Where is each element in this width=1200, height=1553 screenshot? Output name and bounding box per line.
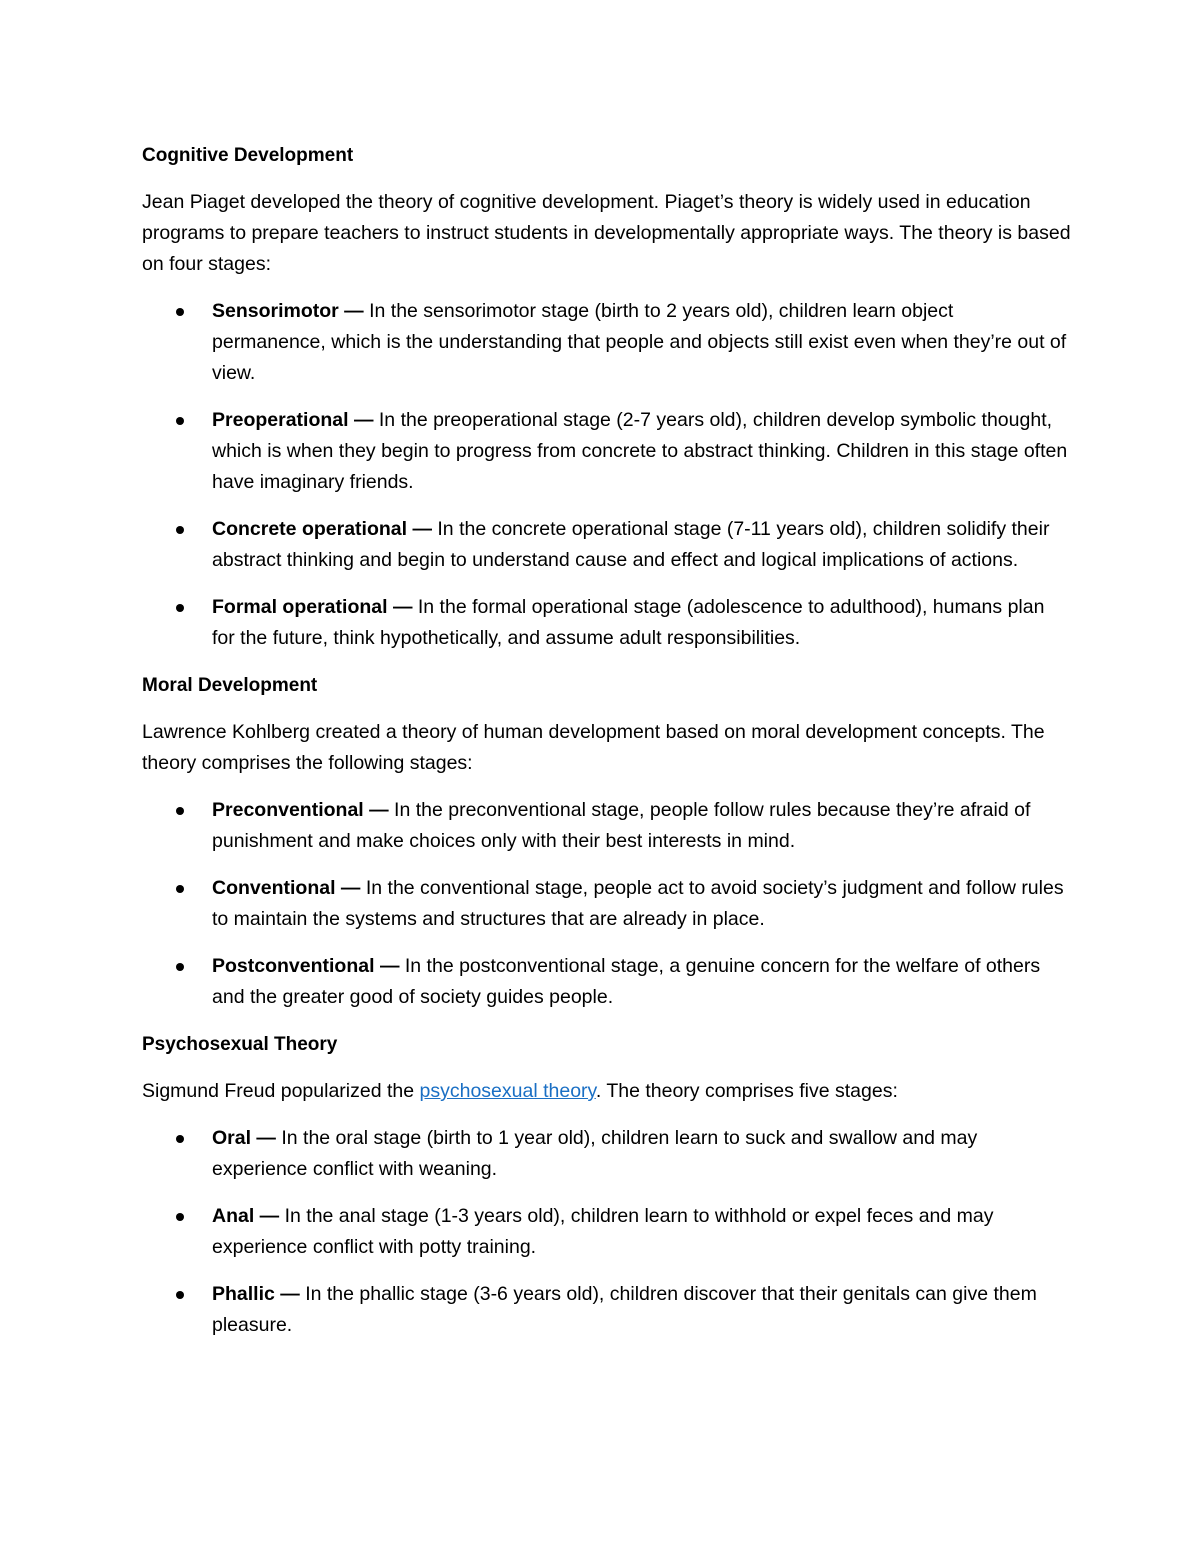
list-item xyxy=(142,405,1072,498)
document-page xyxy=(142,140,1072,1357)
stage-description: In the preoperational stage (2-7 years old), children develop symbolic thought, which is when they begin to progress from concrete to abstract thinking. Children in this stage often have imaginary friends. xyxy=(212,409,1068,493)
stage-description: In the postconventional stage, a genuine concern for the welfare of others and the greater good of society guides people. xyxy=(212,955,1041,1008)
stage-description: In the formal operational stage (adolescence to adulthood), humans plan for the future, think hypothetically, and assume adult responsibilities. xyxy=(212,596,1045,649)
stage-description: In the sensorimotor stage (birth to 2 years old), children learn object permanence, which is the understanding that people and objects still exist even when they’re out of view. xyxy=(212,300,1067,384)
bullet-icon xyxy=(176,1135,184,1143)
cognitive-development-intro: Jean Piaget developed the theory of cognitive development. Piaget’s theory is widely used in education programs to prepare teachers to instruct students in developmentally appropriate ways. The theory is based on four stages: xyxy=(142,191,1071,275)
list-item xyxy=(142,592,1072,654)
list-item xyxy=(142,514,1072,576)
stage-term: Sensorimotor — xyxy=(212,300,364,322)
stage-term: Oral — xyxy=(212,1127,276,1149)
stage-description: In the preconventional stage, people follow rules because they’re afraid of punishment and make choices only with their best interests in mind. xyxy=(212,799,1031,852)
stage-term: Anal — xyxy=(212,1205,280,1227)
list-item xyxy=(142,296,1072,389)
stage-description: In the anal stage (1-3 years old), children learn to withhold or expel feces and may experience conflict with potty training. xyxy=(212,1205,994,1258)
list-item xyxy=(142,873,1072,935)
cognitive-development-heading: Cognitive Development xyxy=(142,145,354,166)
stage-term: Postconventional — xyxy=(212,955,400,977)
stage-description: In the phallic stage (3-6 years old), children discover that their genitals can give them pleasure. xyxy=(212,1283,1037,1336)
bullet-icon xyxy=(176,963,184,971)
psychosexual-stages-list xyxy=(142,1123,1072,1341)
bullet-icon xyxy=(176,1291,184,1299)
stage-term: Phallic — xyxy=(212,1283,300,1305)
psychosexual-theory-link[interactable]: psychosexual theory xyxy=(419,1080,596,1102)
stage-term: Preoperational — xyxy=(212,409,374,431)
stage-term: Preconventional — xyxy=(212,799,389,821)
list-item xyxy=(142,951,1072,1013)
moral-development-heading: Moral Development xyxy=(142,675,318,696)
stage-description: In the oral stage (birth to 1 year old), children learn to suck and swallow and may experience conflict with weaning. xyxy=(212,1127,978,1180)
bullet-icon xyxy=(176,308,184,316)
list-item xyxy=(142,1123,1072,1185)
bullet-icon xyxy=(176,885,184,893)
stage-term: Conventional — xyxy=(212,877,361,899)
bullet-icon xyxy=(176,417,184,425)
bullet-icon xyxy=(176,807,184,815)
psychosexual-theory-heading: Psychosexual Theory xyxy=(142,1034,338,1055)
intro-text-before: Sigmund Freud popularized the xyxy=(142,1080,420,1102)
list-item xyxy=(142,795,1072,857)
list-item xyxy=(142,1201,1072,1263)
bullet-icon xyxy=(176,1213,184,1221)
stage-description: In the concrete operational stage (7-11 years old), children solidify their abstract thinking and begin to understand cause and effect and logical implications of actions. xyxy=(212,518,1050,571)
bullet-icon xyxy=(176,526,184,534)
list-item xyxy=(142,1279,1072,1341)
stage-term: Formal operational — xyxy=(212,596,413,618)
bullet-icon xyxy=(176,604,184,612)
stage-description: In the conventional stage, people act to avoid society’s judgment and follow rules to maintain the systems and structures that are already in place. xyxy=(212,877,1064,930)
intro-text-after: . The theory comprises five stages: xyxy=(595,1080,898,1102)
cognitive-stages-list xyxy=(142,296,1072,654)
moral-development-intro: Lawrence Kohlberg created a theory of human development based on moral development concepts. The theory comprises the following stages: xyxy=(142,721,1045,774)
moral-stages-list xyxy=(142,795,1072,1013)
stage-term: Concrete operational — xyxy=(212,518,432,540)
psychosexual-theory-intro xyxy=(142,1076,1072,1107)
